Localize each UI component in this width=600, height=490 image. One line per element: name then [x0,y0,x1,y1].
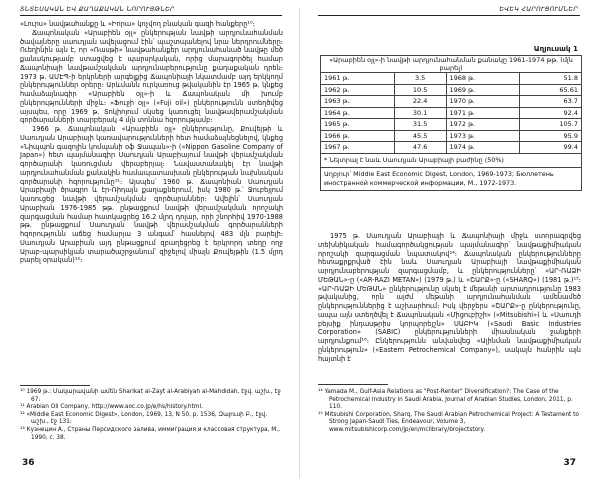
footnote-rule-left [20,385,90,386]
table-row [321,142,582,154]
footnote: ¹³ Кузнецин А., Страны Персидского залива, иммиграция и классовая структура, М., 1990, с. 38. [20,426,280,441]
left-body-text [20,20,283,265]
table-cell: 99.4 [520,142,582,154]
data-table-block [320,55,582,191]
paragraph: 1975 թ. Սաուդյան Արաբիայի և Ճապոնիայի միջև ստորագրվեց տեխնիկական համագործակցության պայմանագիր՝ նավթաքիմիական որոշակի զարգացման նպատակով¹⁴։ Ճապոնական ընկերությունները հետաքրքրված էին նաև Սաուդյան Արաբիայի նավթաքիմիական արդյունաբերության զարգացմամբ, և ընկերությունները՝ «ԱՐ-ՌԱՁԻ ՄԵԹԱՆ»-ը («AR-RAZI METAN») (1979 թ.) և «ՇԱՐՔ»-ը («SHARQ») (1981 թ.)¹⁵։ «ԱՐ-ՌԱՁԻ ՄԵԹԱՆ» ընկերությունը սկսել է մեթանի արտադրությունը 1983 թվականից, որն այժմ մեթանի արդյունահանման ամենամեծ ընկերություններից է աշխարհում։ Իսկ վերջերս «ՇԱՐՔ»-ը ընկերությունը, ապա այն ստեղծվել է Ճապոնական «Միցուբիշի» («Mitsubishi») և «Սաուդի բեյսիք ինդասթրիս կորպորեյշն» ՍԱԲԻԿ («Saudi Basic Industries Corporation» (SABIC) ընկերությունների միասնական ջանքերի արդյունքում¹⁶։ Ընկերությունն անվանվեց «Ալինման նավթաքիմիական ընկերություն» («Eastern Petrochemical Company»), սակայն հանրին այն հայտնի է [318,232,581,363]
paragraph: 1966 թ. Ճապոնական «Արաբիեն օյլ» ընկերությունը, Քուվեյթի և Սաուդյան Արաբիայի կառավարությունների հետ համաձայնեցնելով, կնքեց «Նիպպոն գազոլին կոմպանի օֆ Ջապան»-ի («Nippon Gasoline Company of Japan») հետ պայմանագիր Սաուդյան Արաբիայում նավթի վերամշակման գործարանի կառուցման վերաբերյալ։ Նավաստանակել էր նավթի արդյունահանման քանակին համապատասխան ընկերության նախնական գործարանի հզորությունը¹¹։ Այսպես՝ 1960 թ. Ճապոնիան Սաուդյան Արաբիայի ծրագրո և էր-Ռիդայն քաղաքներում, իսկ 1980 թ.՝ Ջուբեյլում կառուցեց նավթի վերամշակման գործարաններ։ Ավելին՝ Սաուդյան Արաբիան 1976-1985 թթ. ընթացքում նավթի վերամշակման որոշակի զարգացման համար հատկացրեց 16.2 մլրդ դոլար, որի շնորհիվ 1970-1988 թթ. ընթացքում Սաուդյան նավթի վերամշակման գործարանների հզորությունն աճեց համարյա 3 անգամ՝ հասնելով 483 մլն բարելի։ Սաուդյան Արաբիան այդ ընթացքում զբաղեցրեց է երկրորդ տեղը ողջ Արաբ-պարսիկյան տարածաշրջանում՝ զիջելով միայն Քուվեյթին (1.5 մլրդ բարել օրական)¹²։ [20,125,283,265]
table-cell: 95.9 [520,130,582,142]
page-number-left: 36 [22,458,35,468]
table-row [321,84,582,96]
running-header-right: ԵՎԵԿ ՀԱՐՈՒՑՈՒՄՆԵՐ [499,6,578,13]
table-cell: 63.7 [520,96,582,108]
right-page [300,0,600,490]
page-number-right: 37 [563,458,576,468]
footnote: ¹⁵ Mitsubishi Corporation, Sharq, The Saudi Arabian Petrochemical Project: A Testament to Strong Japan-Saudi Ties, Endeavour, Volume 3, www.mitsubishicorp.com/jp/en/mclibrary/brojectstory. [318,411,579,433]
running-header-left: ՏՆՏԵՍԱԿԱՆ ԵՎ ՔԱՂԱՔԱԿԱՆ ՆՈՐՈՒՅԹՆԵՐ [20,6,175,13]
table-cell: 1967 թ. [321,142,395,154]
table-cell: 65.61 [520,84,582,96]
paragraph: «Լուրս» նավթահանքը և «Իորա» կոչվող բնական գազի հանքերը¹⁰։ [20,20,255,28]
table-cell: 1961 թ. [321,73,395,85]
table-cell: 47.6 [394,142,446,154]
header-rule-right [318,15,580,16]
table-cell: 1968 թ. [446,73,520,85]
footnote: ¹⁴ Yamada M., Gulf-Asia Relations as "Post-Renter" Diversification?: The Case of the Petrochemical Industry in Saudi Arabia, Journal of Arabian Studies, London, 2011, p. 110. [318,389,573,411]
table-cell: 30.1 [394,107,446,119]
paragraph: Ճապոնական «Արաբիեն օյլ» ընկերության նավթի արդյունահանման ծավալները սաուդյան ավելացում էին՝ պաշտպանելով նրա ներդրումները։ Ուեղինին այն է, որ «Ռասթի» նավթահանքեր արդյունահանած նավթը մեծ քանակությամբ ստացվեց է պարսրկական, որից մարագործել համար Ճապոնիայի նավթամշակման արդյունաբերությունը քաղաքական դրեն։ 1973 թ. ԱՄԷՊ-ի երկրների արգելքից Ճապոնիայի նկատմամբ այդ երկկողմ ընկերություններ օրերը։ Արևմանն ուրկառուց թվականին էր 1965 թ. կնքեց համաձայնագիր «Արաբիեն օյլ»-ի և Ճապոնական մի խումբ ընկերությունների միջև։ «Ֆուջի օյլ» («Fuji oil») ընկերությունն ստեղծվեց այսպես, որը 1969 թ. Տոկիոյում սկսեց կառուցել նավթավերամշակման գործարանների տարբերակ 4 մլն տոննա հզորությամբ։ [20,28,283,125]
table-note: * Նեյտրալ է նաև Սաուդյան Արաբիայի բաժինը (50%) [321,153,582,167]
table-row [321,119,582,131]
right-footnotes [318,389,581,435]
table-row [321,73,582,85]
header-rule-left [20,15,282,16]
table-cell: 22.4 [394,96,446,108]
table-cell: 1966 թ. [321,130,395,142]
table-cell: 1974 թ. [446,142,520,154]
table-cell: 1962 թ. [321,84,395,96]
right-body-text [318,232,581,363]
table-cell: 51.8 [520,73,582,85]
left-footnotes [20,389,283,442]
table-cell: 105.7 [520,119,582,131]
table-row [321,96,582,108]
table-cell: 45.5 [394,130,446,142]
table-cell: 31.5 [394,119,446,131]
production-table [320,55,582,191]
footnote: ¹¹ Arabian Oil Company, http://www.aoc.co.jp/e/hs/history.html. [20,404,203,411]
table-cell: 1965 թ. [321,119,395,131]
footnote-rule-right [318,384,388,385]
table-cell: 1969 թ. [446,84,520,96]
table-caption: Աղյուսակ 1 [533,44,578,53]
table-row [321,130,582,142]
table-cell: 1972 թ. [446,119,520,131]
footnote: ¹⁰ 1969 թ.: Մակարավանի ամեն Sharikat al-Zayt al-Arabiyah al-Mahdidah, էջվ. աշխ., էջ 67։ [20,389,281,403]
table-cell: 1970 թ. [446,96,520,108]
table-cell: 1971 թ. [446,107,520,119]
table-cell: 1963 թ. [321,96,395,108]
table-cell: 10.5 [394,84,446,96]
table-cell: 92.4 [520,107,582,119]
table-title: «Արաբիեն օյլ»-ի նավթի արդյունահանման քանակը 1961-1974 թթ. (մլն բարել) [321,56,582,73]
table-row [321,107,582,119]
table-cell: 1964 թ. [321,107,395,119]
footnote: ¹² «Middle East Economic Digest», London, 1969, 13, N 50, p. 1536, Զայուսի Բ., էջվ. աշխ., էջ 131։ [20,411,268,426]
table-cell: 3.5 [394,73,446,85]
table-cell: 1973 թ. [446,130,520,142]
table-source: Աղբյուր՝ Middle East Economic Digest, London, 1969-1973; Бюллетень иностранной коммерческой информации, М., 1972-1973. [321,167,582,190]
